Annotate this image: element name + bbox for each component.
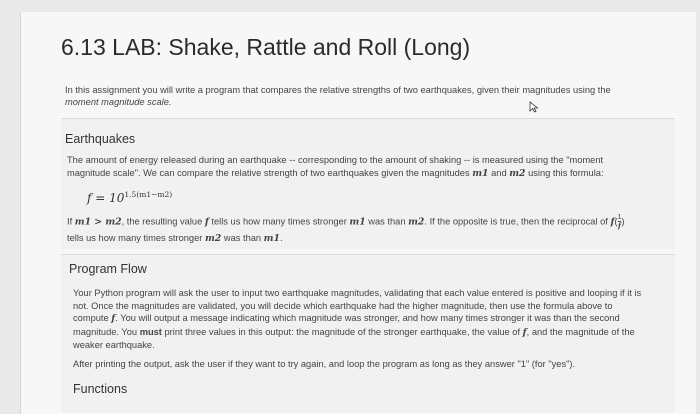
eq-text: magnitude scale". We can compare the relative strength of two earthquakes given the magnitudes bbox=[67, 167, 473, 178]
eq-text: using this formula: bbox=[525, 167, 604, 178]
eq-text: tells us how many times stronger bbox=[67, 233, 205, 243]
page-title: 6.13 LAB: Shake, Rattle and Roll (Long) bbox=[61, 34, 471, 60]
lab-page bbox=[20, 12, 696, 414]
earthquakes-paragraph-1 bbox=[67, 154, 667, 180]
eq-text: was than bbox=[365, 216, 409, 227]
eq-text: and bbox=[488, 167, 510, 178]
pf-line-2: not. Once the magnitudes are validated, you will decide which earthquake had the higher magnitude, then use the formula above to bbox=[73, 300, 613, 311]
earthquakes-paragraph-2 bbox=[67, 214, 687, 246]
must-emphasis: must bbox=[139, 326, 162, 337]
pf-line-3 bbox=[73, 312, 683, 326]
eq-text: . If the opposite is true, then the reciprocal of bbox=[424, 216, 611, 227]
intro-line-1: In this assignment you will write a program that compares the relative strengths of two earthquakes, given their magnitudes using the bbox=[65, 85, 611, 95]
condition-m1-gt-m2: m1 > m2 bbox=[74, 216, 122, 228]
program-flow-heading: Program Flow bbox=[69, 262, 147, 276]
var-f: f bbox=[204, 216, 209, 228]
earthquakes-heading: Earthquakes bbox=[65, 132, 136, 146]
eq-line-3: If m1 > m2, the resulting value f tells us how many times stronger m1 was than m2. If the opposite is true, then the reciprocal of f( $\frac{1}{f}$) bbox=[67, 214, 625, 230]
pf-line-6: After printing the output, ask the user if they want to try again, and loop the program as long as they answer "1" (for "yes"). bbox=[73, 358, 576, 369]
var-f: f bbox=[111, 313, 116, 324]
fraction-numerator: 1 bbox=[617, 214, 622, 221]
var-m2: m2 bbox=[204, 233, 222, 244]
fraction-denominator: f bbox=[618, 221, 622, 230]
pf-text: . You will output a message indicating which magnitude was stronger, and how many times stronger it was than the second bbox=[115, 313, 620, 323]
eq-line-2 bbox=[67, 167, 667, 181]
eq-text: . bbox=[279, 233, 283, 243]
functions-heading: Functions bbox=[73, 382, 128, 396]
eq-text: , the resulting value bbox=[121, 216, 205, 227]
mouse-cursor-icon bbox=[529, 101, 539, 113]
reciprocal-fraction bbox=[618, 214, 622, 230]
intro-paragraph bbox=[65, 84, 665, 108]
var-m1: m1 bbox=[263, 233, 280, 244]
pf-line-5: weaker earthquake. bbox=[73, 340, 155, 350]
eq-text: tells us how many times stronger bbox=[208, 216, 350, 227]
eq-line-4 bbox=[67, 232, 687, 246]
var-m2: m2 bbox=[509, 167, 526, 179]
formula-exponent: 1.5(m1−m2) bbox=[124, 190, 173, 199]
eq-text: was than bbox=[221, 233, 264, 243]
pf-line-4 bbox=[73, 326, 683, 340]
var-f: f bbox=[522, 326, 527, 338]
var-m1: m1 bbox=[472, 167, 489, 179]
eq-line-1: The amount of energy released during an earthquake -- corresponding to the amount of shaking -- is measured using the "moment bbox=[67, 155, 604, 165]
var-f: f bbox=[610, 216, 615, 228]
eq-text: If bbox=[67, 216, 75, 227]
intro-line-2: moment magnitude scale. bbox=[65, 97, 172, 107]
pf-text: , and the magnitude of the bbox=[526, 326, 635, 337]
var-m2: m2 bbox=[408, 216, 425, 228]
pf-text: compute bbox=[73, 313, 112, 323]
pf-line-1: Your Python program will ask the user to input two earthquake magnitudes, validating that each value entered is positive and looping if it is bbox=[73, 288, 642, 298]
energy-formula bbox=[87, 190, 172, 205]
formula-lhs: f = 10 bbox=[87, 191, 125, 205]
var-m1: m1 bbox=[349, 216, 366, 228]
pf-text: magnitude. You bbox=[73, 326, 140, 337]
program-flow-paragraph bbox=[73, 287, 683, 370]
pf-text: print three values in this output: the magnitude of the stronger earthquake, the value of bbox=[161, 326, 523, 337]
